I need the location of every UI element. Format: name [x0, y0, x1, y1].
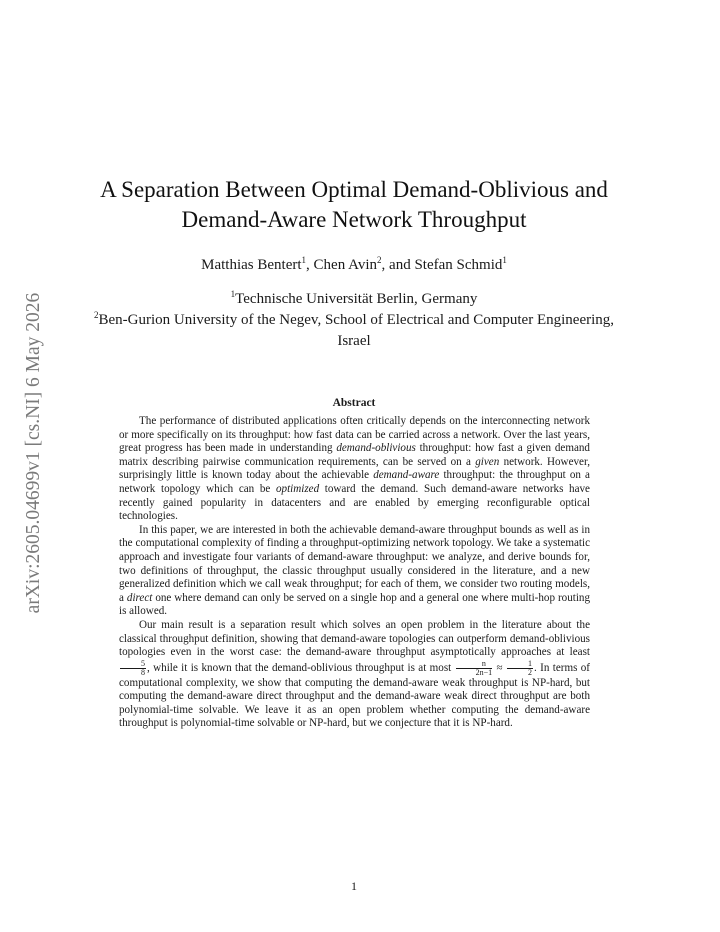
abstract-heading: Abstract: [332, 397, 376, 409]
abstract-emphasis: given: [475, 455, 500, 468]
abstract-paragraph-2: [119, 524, 590, 619]
affiliation-mark: 1: [301, 255, 307, 265]
abstract-emphasis: demand-aware: [373, 469, 440, 482]
affiliation-list: [84, 289, 624, 352]
abstract-text: Our main result is a separation result which solves an open problem in the literature about the classical throughput definition, showing that demand-aware topologies can outperform demand-oblivious topologies even in the worst case: the demand-aware throughput asymptotically approaches at least: [119, 618, 590, 659]
affiliation-mark: 2: [377, 255, 382, 265]
abstract-paragraph-1: [119, 415, 590, 524]
abstract-emphasis: demand-oblivious: [336, 442, 416, 455]
abstract-emphasis: direct: [126, 591, 153, 604]
abstract-text: The performance of distributed applications often critically depends on the interconnecting network or more specifically on its throughput: how fast data can be carried across a network. Over the last years, great progress has been made in understanding: [119, 415, 590, 455]
author-separator: , and: [381, 257, 415, 273]
fraction-five-eighths: [120, 660, 146, 677]
abstract-text: . In terms of computational complexity, we show that computing the demand-aware weak throughput is NP-hard, but computing the demand-aware direct throughput and the demand-aware weak direct throughput are both polynomial-time solvable. We leave it as an open problem whether computing the demand-aware throughput is polynomial-time solvable or NP-hard, but we conjecture that it is NP-hard.: [119, 661, 591, 730]
arxiv-identifier: arXiv:2605.04699v1 [cs.NI] 6 May 2026: [23, 292, 44, 614]
fraction-denominator: 2: [527, 667, 532, 677]
fraction-numerator: 5: [120, 660, 146, 669]
fraction-one-half: [507, 660, 533, 677]
affiliation-mark: 1: [230, 289, 236, 299]
abstract-text: one where demand can only be served on a single hop and a general one where multi-hop routing is allowed.: [119, 591, 590, 618]
author-name: Stefan Schmid: [414, 257, 503, 273]
fraction-n-over-2n-minus-1: [456, 660, 493, 677]
affiliation-2: [84, 310, 624, 352]
abstract-body: [119, 415, 590, 731]
fraction-denominator: 8: [141, 667, 145, 677]
affiliation-text: Ben-Gurion University of the Negev, School of Electrical and Computer Engineering, Israel: [98, 312, 615, 349]
abstract-text: throughput: how fast a given demand matrix describing pairwise communication requirements, can be served on a: [119, 442, 590, 468]
abstract-text: network. However, surprisingly little is known today about the achievable: [119, 455, 590, 482]
abstract-emphasis: optimized: [276, 482, 320, 495]
paper-title-line-1: A Separation Between Optimal Demand-Oblivious and: [100, 177, 608, 202]
abstract-text: , while it is known that the demand-oblivious throughput is at most: [147, 661, 455, 674]
abstract-text: toward the demand. Such demand-aware networks have recently gained popularity in datacenters and are enabled by emerging reconfigurable optical technologies.: [119, 482, 590, 523]
affiliation-1: [84, 289, 624, 310]
author-list: [84, 255, 624, 275]
fraction-numerator: n: [456, 660, 493, 669]
page-number: 1: [351, 879, 357, 893]
fraction-denominator: 2n−1: [475, 667, 493, 677]
fraction-numerator: 1: [507, 660, 533, 669]
paper-title: [84, 175, 624, 235]
affiliation-mark: 2: [93, 310, 99, 320]
affiliation-text: Technische Universität Berlin, Germany: [235, 291, 478, 307]
abstract-paragraph-3: [119, 619, 590, 731]
abstract-text: throughput: the throughput on a network topology which can be: [119, 469, 590, 495]
paper-title-line-2: Demand-Aware Network Throughput: [181, 207, 527, 232]
author-name: Chen Avin: [313, 257, 378, 273]
abstract-text: ≈: [493, 661, 506, 674]
affiliation-mark: 1: [502, 255, 507, 265]
author-name: Matthias Bentert: [201, 257, 302, 273]
author-separator: ,: [306, 257, 314, 273]
abstract-text: In this paper, we are interested in both the achievable demand-aware throughput bounds as well as in the computational complexity of finding a throughput-optimizing network topology. We take a systematic approach and investigate four variants of demand-aware throughput: we analyze, and derive bounds for, two definitions of throughput, the classic throughput usually considered in the literature, and a new generalized definition which we call weak throughput; for each of them, we consider two routing models, a: [119, 523, 590, 604]
